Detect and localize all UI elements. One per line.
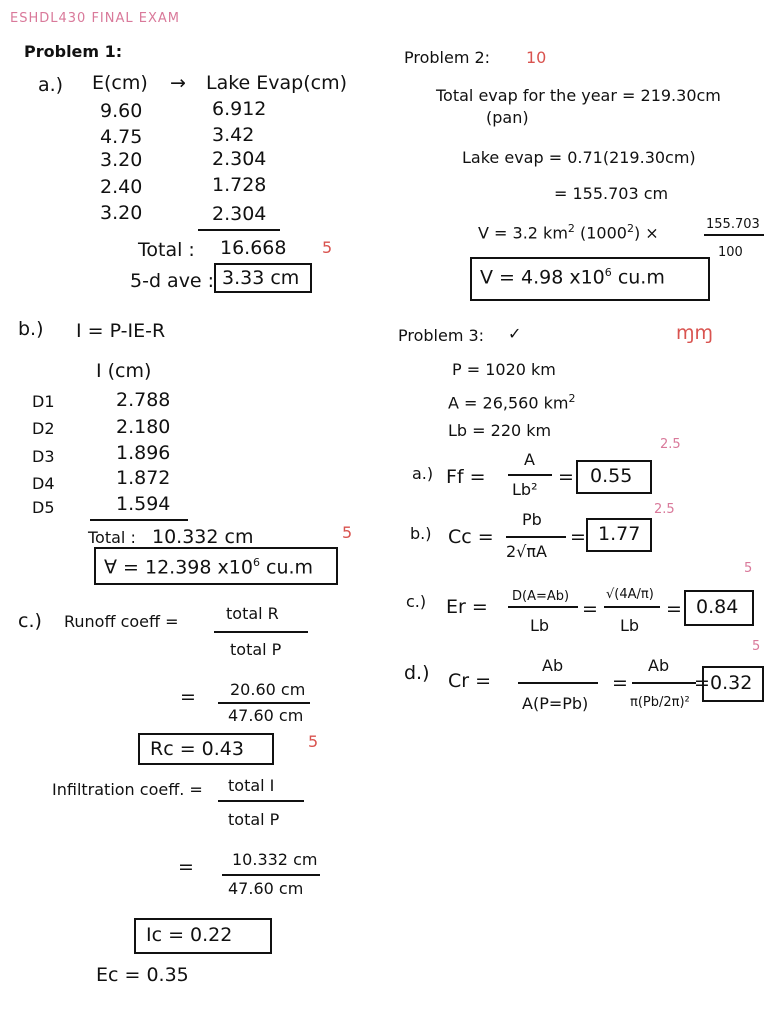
lake-evap-line: Lake evap = 0.71(219.30cm) (462, 148, 696, 167)
equals: = (180, 686, 196, 708)
runoff-coeff-result: Rc = 0.43 (150, 738, 244, 760)
sum-line (90, 519, 188, 521)
e-value: 2.40 (100, 176, 143, 198)
scribble-mark: ɱɱ (676, 322, 714, 344)
volume-result-value: V = 4.98 x10 (480, 266, 605, 289)
equals: = (612, 672, 628, 694)
col-e-header: E(cm) (92, 72, 148, 94)
score: 2.5 (660, 437, 681, 452)
fraction-denominator: 2√πA (506, 542, 547, 561)
problem-1-heading: Problem 1: (24, 42, 123, 61)
volume-conversion-close: ) × (633, 223, 659, 243)
i-value: 2.180 (116, 416, 171, 438)
col-i-header: I (cm) (96, 360, 152, 382)
problem-3-heading: Problem 3: (398, 326, 485, 345)
fraction-numerator: 20.60 cm (230, 680, 306, 699)
fraction-numerator: 155.703 (706, 217, 760, 232)
fraction-bar (218, 800, 304, 802)
elongation-result: 0.84 (696, 596, 739, 618)
score: 5 (342, 523, 353, 542)
part-c-label: c.) (406, 592, 427, 611)
basin-length-given: Lb = 220 km (448, 421, 552, 440)
volume-left: V = 3.2 km (478, 223, 568, 243)
fraction-bar (218, 702, 310, 704)
volume-unit: cu.m (266, 556, 314, 579)
volume-result (480, 267, 665, 287)
fraction-numerator: A (524, 450, 535, 469)
fraction-bar (506, 536, 566, 538)
i-value: 1.896 (116, 442, 171, 464)
fraction-denominator: Lb (530, 616, 550, 635)
volume-exponent: 6 (252, 556, 260, 569)
part-c-label: c.) (18, 610, 42, 632)
ave-label: 5-d ave : (130, 270, 215, 292)
lake-value: 2.304 (212, 148, 267, 170)
fraction-bar (214, 631, 308, 633)
total-label: Total : (88, 528, 136, 547)
water-balance-equation: I = P-IE-R (76, 320, 166, 342)
problem-2-heading: Problem 2: (404, 48, 491, 67)
area-exponent: 2 (568, 392, 576, 405)
circularity-result: 0.32 (710, 672, 753, 694)
volume-symbol: ∀ = (104, 556, 145, 579)
score: 5 (744, 561, 753, 576)
fraction-numerator: total I (228, 776, 275, 795)
equals: = (666, 598, 682, 620)
day-label: D4 (32, 474, 55, 493)
volume-result-exponent: 6 (604, 266, 612, 279)
part-b-label: b.) (410, 524, 432, 543)
col-lake-header: Lake Evap(cm) (206, 72, 348, 94)
fraction-numerator: Pb (522, 510, 542, 529)
i-value: 1.872 (116, 467, 171, 489)
volume-formula (478, 223, 659, 241)
day-label: D3 (32, 447, 55, 466)
e-value: 3.20 (100, 202, 143, 224)
fraction-numerator: D(A=Ab) (512, 589, 570, 604)
lake-value: 1.728 (212, 174, 267, 196)
volume-conversion: (1000 (580, 223, 627, 243)
equals: = (558, 466, 574, 488)
fraction-numerator: 10.332 cm (232, 850, 318, 869)
pan-label: (pan) (486, 108, 529, 127)
compactness-label: Cc = (448, 526, 494, 548)
lake-value: 2.304 (212, 203, 267, 225)
fraction-bar (508, 474, 552, 476)
area-given-value: A = 26,560 km (448, 393, 569, 413)
day-label: D2 (32, 419, 55, 438)
compactness-result: 1.77 (598, 523, 641, 545)
part-b-label: b.) (18, 318, 44, 340)
e-value: 9.60 (100, 100, 143, 122)
score: 5 (308, 732, 319, 751)
total-value: 16.668 (220, 237, 287, 259)
fraction-bar (222, 874, 320, 876)
volume-mantissa: 12.398 x10 (145, 556, 253, 579)
check-mark: ✓ (508, 324, 522, 343)
e-value: 3.20 (100, 149, 143, 171)
e-value: 4.75 (100, 126, 143, 148)
fraction-bar (508, 606, 578, 608)
fraction-denominator: total P (230, 640, 282, 659)
lake-evap-result: = 155.703 cm (554, 184, 669, 203)
day-label: D5 (32, 498, 55, 517)
lake-value: 6.912 (212, 98, 267, 120)
fraction-bar (704, 234, 764, 236)
runoff-coeff-label: Runoff coeff = (64, 612, 179, 631)
fraction-numerator: Ab (542, 656, 564, 675)
fraction-bar (604, 606, 660, 608)
total-value: 10.332 cm (152, 526, 254, 548)
perimeter-given: P = 1020 km (452, 360, 556, 379)
sum-line (198, 229, 280, 231)
equals: = (582, 598, 598, 620)
score: 5 (752, 639, 761, 654)
exponent-2: 2 (567, 222, 575, 235)
total-evap-line: Total evap for the year = 219.30cm (436, 86, 721, 105)
elongation-label: Er = (446, 596, 488, 618)
infiltration-coeff-label: Infiltration coeff. = (52, 780, 203, 799)
score: 10 (526, 48, 547, 67)
form-factor-label: Ff = (446, 466, 486, 488)
volume-value (104, 557, 313, 577)
circularity-label: Cr = (448, 670, 492, 692)
fraction-denominator: π(Pb/2π)² (630, 695, 690, 710)
lake-value: 3.42 (212, 124, 255, 146)
fraction-denominator: 100 (718, 245, 743, 260)
day-label: D1 (32, 392, 55, 411)
total-label: Total : (138, 239, 195, 261)
fraction-denominator: 47.60 cm (228, 879, 304, 898)
arrow: → (170, 72, 186, 94)
exponent-2: 2 (626, 222, 634, 235)
i-value: 1.594 (116, 493, 171, 515)
exam-title: ESHDL430 FINAL EXAM (10, 11, 180, 26)
part-a-label: a.) (38, 74, 64, 96)
fraction-numerator: √(4A/π) (606, 587, 654, 602)
infiltration-coeff-result: Ic = 0.22 (146, 924, 233, 946)
score: 5 (322, 238, 333, 257)
form-factor-result: 0.55 (590, 465, 633, 487)
fraction-numerator: Ab (648, 656, 670, 675)
fraction-denominator: Lb (620, 616, 640, 635)
fraction-denominator: total P (228, 810, 280, 829)
ave-value: 3.33 cm (222, 267, 300, 289)
i-value: 2.788 (116, 389, 171, 411)
equals: = (178, 856, 194, 878)
score: 2.5 (654, 502, 675, 517)
evap-coeff-result: Ec = 0.35 (96, 964, 189, 986)
fraction-numerator: total R (226, 604, 279, 623)
fraction-bar (518, 682, 598, 684)
volume-result-unit: cu.m (617, 266, 665, 289)
fraction-denominator: 47.60 cm (228, 706, 304, 725)
fraction-denominator: Lb² (512, 480, 538, 499)
fraction-bar (632, 682, 696, 684)
fraction-denominator: A(P=Pb) (522, 694, 589, 713)
area-given (448, 393, 575, 411)
equals: = (570, 526, 586, 548)
part-d-label: d.) (404, 662, 430, 684)
part-a-label: a.) (412, 464, 434, 483)
equals: = (694, 672, 710, 694)
